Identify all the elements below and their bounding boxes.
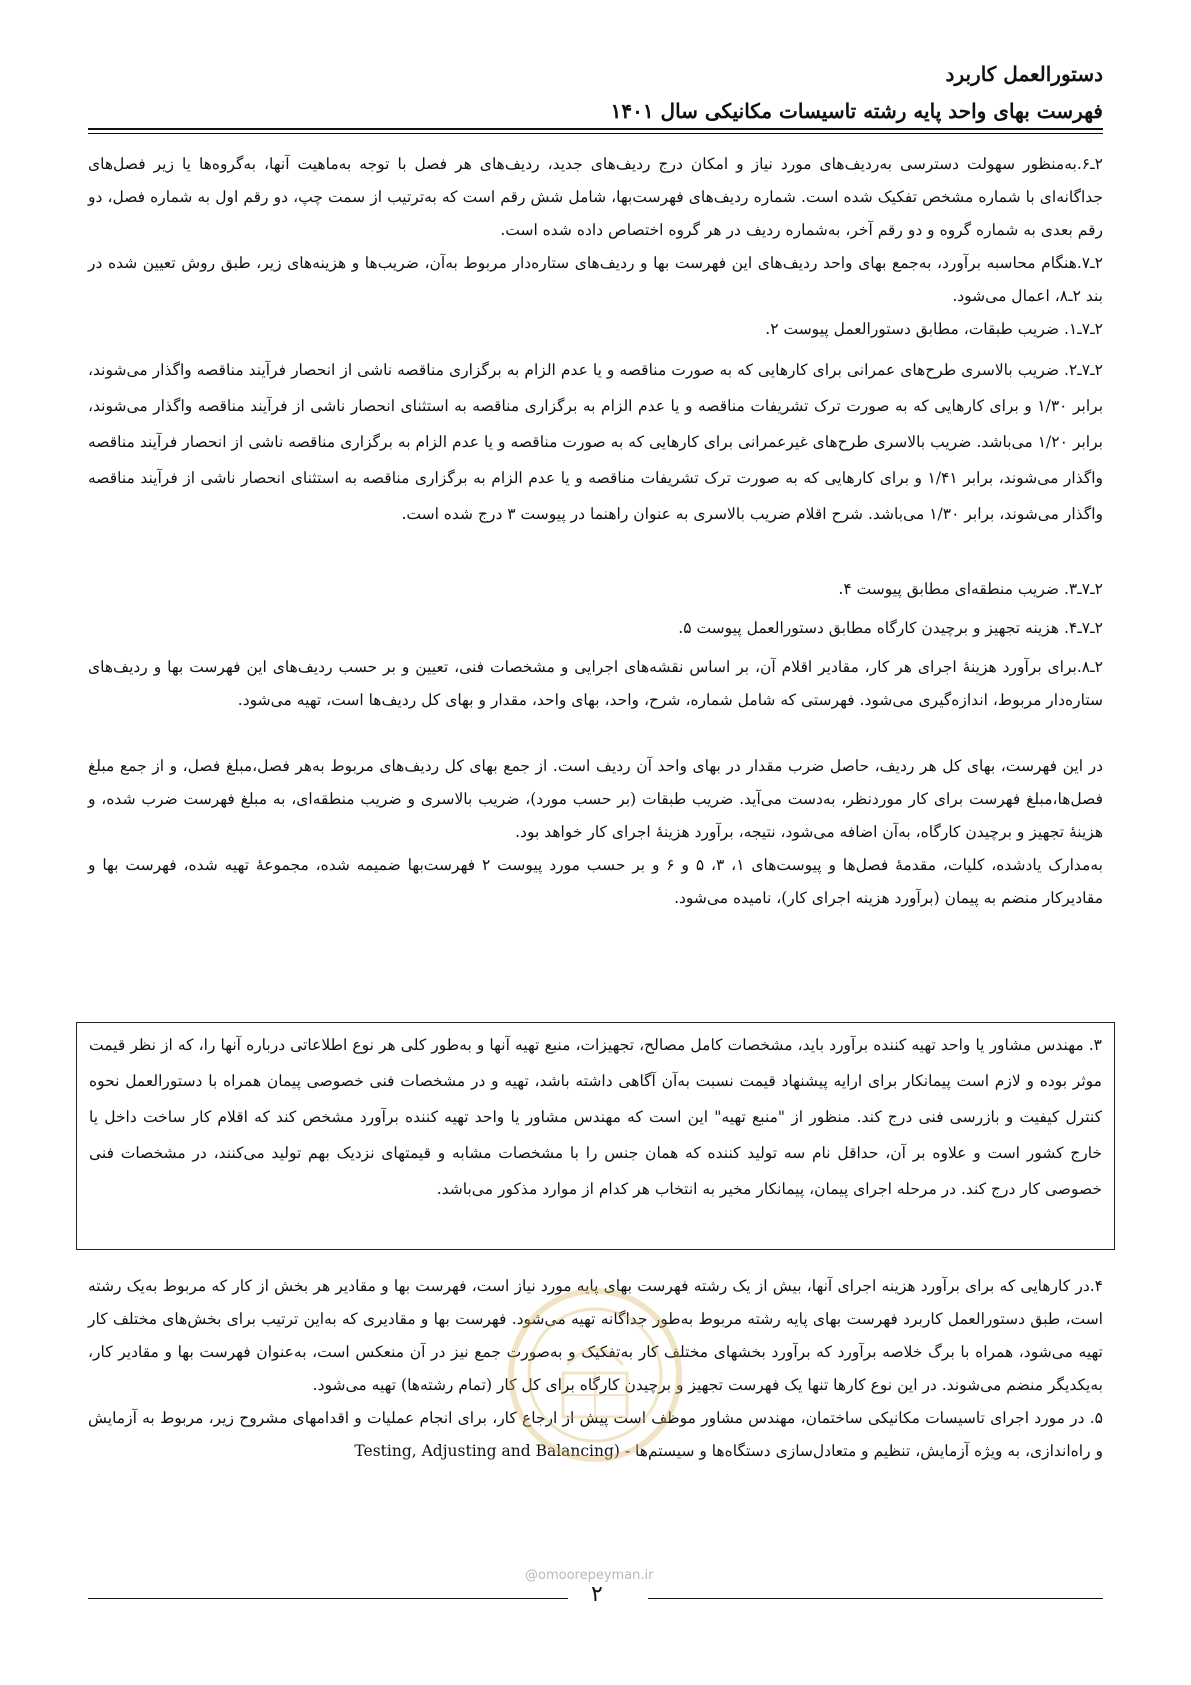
paragraph-2-7-4: ۲ـ۷ـ۴. هزینه تجهیز و برچیدن کارگاه مطابق دستورالعمل پیوست ۵. [678, 619, 1103, 637]
paragraph-fehrest: در این فهرست، بهای کل هر ردیف، حاصل ضرب مقدار در بهای واحد آن ردیف است. از جمع بهای کل ردیف‌های مربوط به‌هر فصل،مبلغ فصل، و از جمع مبلغ فصل‌ها،مبلغ فهرست برای کار موردنظر، به‌دست می‌آید. ضریب طبقات (بر حسب مورد)، ضریب بالاسری و ضریب منطقه‌ای، به مبلغ فهرست ضرب شده، و هزینۀ تجهیز و برچیدن کارگاه، به‌آن اضافه می‌شود، نتیجه، برآورد هزینۀ اجرای کار خواهد بود. [88, 757, 1103, 841]
paragraph-2-8: ۲ـ۸.برای برآورد هزینۀ اجرای هر کار، مقادیر اقلام آن، بر اساس نقشه‌های اجرایی و مشخصات فنی، تعیین و بر حسب ردیف‌های این فهرست بها و ردیف‌های ستاره‌دار مربوط، اندازه‌گیری می‌شود. فهرستی که شامل شماره، شرح، واحد، بهای واحد، مقدار و بهای کل ردیف‌ها است، تهیه می‌شود. [88, 658, 1103, 709]
paragraph-2-6: ۲ـ۶.به‌منظور سهولت دسترسی به‌ردیف‌های مورد نیاز و امکان درج ردیف‌های جدید، ردیف‌های هر فصل با توجه به‌ماهیت آنها، به‌گروه‌ها یا زیر فصل‌های جداگانه‌ای با شماره مشخص تفکیک شده است. شماره ردیف‌های فهرست‌بها، شامل شش رقم است که به‌ترتیب از سمت چپ، دو رقم اول به شماره فصل، دو رقم بعدی به شماره گروه و دو رقم آخر، به‌شماره ردیف در هر گروه اختصاص داده شده است. [88, 155, 1103, 239]
paragraph-2-7: ۲ـ۷.هنگام محاسبه برآورد، به‌جمع بهای واحد ردیف‌های این فهرست بها و ردیف‌های ستاره‌دار مربوط به‌آن، ضریب‌ها و هزینه‌های زیر، طبق روش تعیین شده در بند ۲ـ۸، اعمال می‌شود. [88, 254, 1103, 305]
page-number: ۲ [591, 1582, 603, 1607]
footer-rule-left [88, 1598, 568, 1599]
paragraph-2-7-3: ۲ـ۷ـ۳. ضریب منطقه‌ای مطابق پیوست ۴. [838, 580, 1103, 598]
paragraph-2-7-1: ۲ـ۷ـ۱. ضریب طبقات، مطابق دستورالعمل پیوست ۲. [765, 320, 1103, 338]
boxed-note-text: ۳. مهندس مشاور یا واحد تهیه کننده برآورد باید، مشخصات کامل مصالح، تجهیزات، منبع تهیه آنها و به‌طور کلی هر نوع اطلاعاتی درباره آنها را، که از نظر قیمت موثر بوده و لازم است پیمانکار برای ارایه پیشنهاد قیمت نسبت به‌آن آگاهی داشته باشد، تهیه و در مشخصات فنی خصوصی پیمان همراه با دستورالعمل نحوه کنترل کیفیت و بازرسی فنی درج کند. منظور از "منبع تهیه" این است که مهندس مشاور یا واحد تهیه کننده برآورد مشخص کند که اقلام کار ساخت داخل یا خارج کشور است و علاوه بر آن، حداقل نام سه تولید کننده که همان جنس را با مشخصات مشابه و قیمتهای نزدیک بهم تولید می‌کنند، در مشخصات فنی خصوصی کار درج کند. در مرحله اجرای پیمان، پیمانکار مخیر به انتخاب هر کدام از موارد مذکور می‌باشد. [89, 1036, 1102, 1198]
footer-rule-right [648, 1598, 1103, 1599]
paragraph-madarek: به‌مدارک یادشده، کلیات، مقدمۀ فصل‌ها و پیوست‌های ۱، ۳، ۵ و ۶ و بر حسب مورد پیوست ۲ فهرست‌بها ضمیمه شده، مجموعۀ تهیه شده، فهرست بها و مقادیرکار منضم به پیمان (برآورد هزینه اجرای کار)، نامیده می‌شود. [88, 856, 1103, 907]
watermark-seal-icon [505, 1285, 685, 1465]
boxed-note [76, 1022, 1115, 1250]
header-rule-thin [88, 133, 1103, 134]
paragraph-2-7-2: ۲ـ۷ـ۲. ضریب بالاسری طرح‌های عمرانی برای کارهایی که به صورت مناقصه و یا عدم الزام به برگزاری مناقصه ناشی از انحصار فرآیند مناقصه واگذار می‌شوند، برابر ۱/۳۰ و برای کارهایی که به صورت ترک تشریفات مناقصه و یا عدم الزام به برگزاری مناقصه به استثنای انحصار ناشی از فرآیند مناقصه واگذار می‌شوند، برابر ۱/۲۰ می‌باشد. ضریب بالاسری طرح‌های غیرعمرانی برای کارهایی که به صورت مناقصه و یا عدم الزام به برگزاری مناقصه ناشی از انحصار فرآیند مناقصه واگذار می‌شوند، برابر ۱/۴۱ و برای کارهایی که به صورت ترک تشریفات مناقصه و یا عدم الزام به برگزاری مناقصه به استثنای انحصار ناشی از فرآیند مناقصه واگذار می‌شوند، برابر ۱/۳۰ می‌باشد. شرح اقلام ضریب بالاسری به عنوان راهنما در پیوست ۳ درج شده است. [88, 361, 1104, 523]
paragraph-section-4: ۴.در کارهایی که برای برآورد هزینه اجرای آنها، بیش از یک رشته فهرست بهای پایه مورد نیاز است، فهرست بها و مقادیر هر بخش از کار که مربوط به‌یک رشته است، طبق دستورالعمل کاربرد فهرست بهای پایه رشته مربوط به‌طور جداگانه تهیه می‌شود. فهرست بها و مقادیری که به‌این ترتیب برای بخش‌های مختلف کار تهیه می‌شود، همراه با برگ خلاصه برآورد که برآورد بخشهای مختلف کار به‌تفکیک و به‌صورت جمع نیز در آن منعکس است، به‌عنوان فهرست بها و مقادیر کار، به‌یکدیگر منضم می‌شوند. در این نوع کارها تنها یک فهرست تجهیز و برچیدن کارگاه برای کل کار (تمام رشته‌ها) تهیه می‌شود. [88, 1277, 1103, 1394]
footer-watermark-url: @omoorepeyman.ir [525, 1568, 654, 1583]
header-rule-thick [88, 128, 1103, 130]
header-title: دستورالعمل کاربرد [945, 62, 1103, 86]
paragraph-section-5: ۵. در مورد اجرای تاسیسات مکانیکی ساختمان، مهندس مشاور موظف است پیش از ارجاع کار، برای انجام عملیات و اقدامهای مشروح زیر، مربوط به آزمایش و راه‌اندازی، به ویژه آزمایش، تنظیم و متعادل‌سازی دستگاه‌ها و سیستم‌ها - (Testing, Adjusting and Balancing [88, 1409, 1103, 1460]
header-subtitle: فهرست بهای واحد پایه رشته تاسیسات مکانیکی سال ۱۴۰۱ [610, 99, 1103, 123]
